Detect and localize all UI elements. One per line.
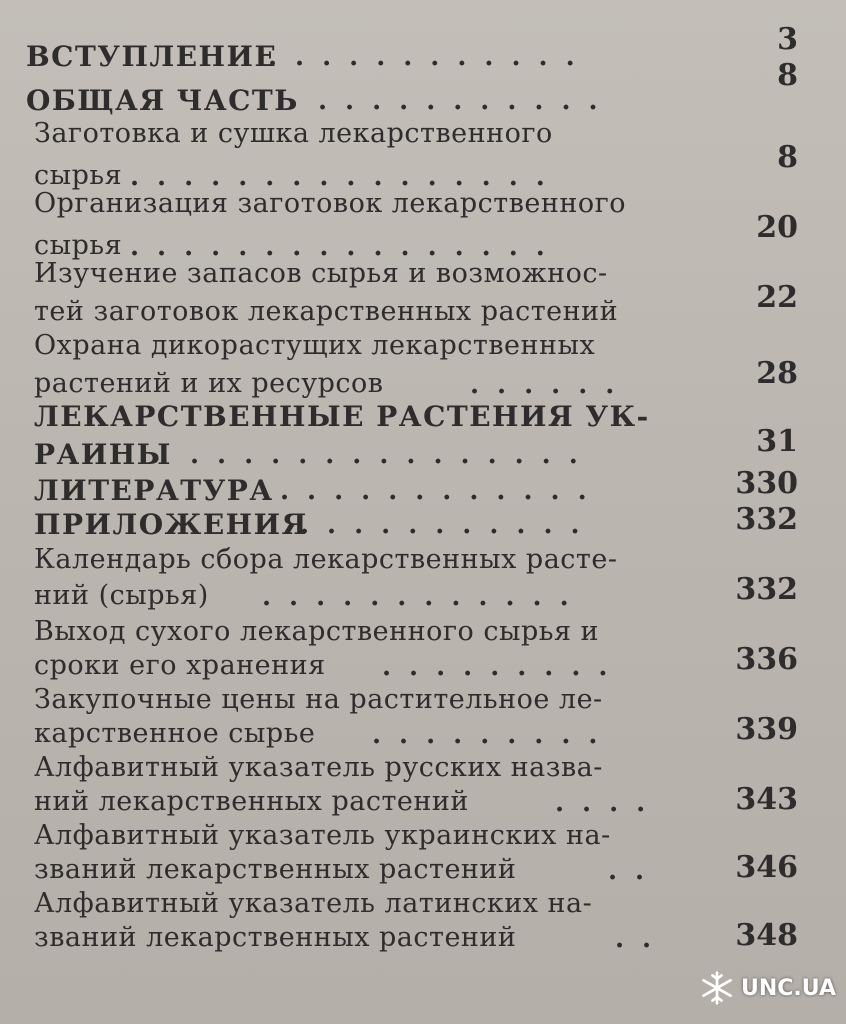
toc-page-number: 31 xyxy=(756,424,798,459)
snowflake-logo-icon xyxy=(699,970,735,1006)
dot-leader: .. xyxy=(608,856,663,886)
watermark-text: UNC.UA xyxy=(741,975,836,1001)
dot-leader: ............... xyxy=(190,440,596,470)
toc-entry-line: званий лекарственных растений xyxy=(34,922,517,953)
toc-entry-line: сырья xyxy=(34,160,123,191)
toc-page-number: 336 xyxy=(735,642,798,677)
toc-entry-line: Алфавитный указатель украинских на- xyxy=(34,820,611,851)
toc-entry-line: карственное сырье xyxy=(34,718,316,749)
toc-entry-line: ВСТУПЛЕНИЕ xyxy=(26,40,278,73)
toc-page-number: 332 xyxy=(735,572,798,607)
toc-page-number: 343 xyxy=(735,782,798,817)
toc-page-number: 330 xyxy=(735,466,798,501)
toc-entry-line: ЛИТЕРАТУРА xyxy=(34,474,274,507)
toc-entry-line: тей заготовок лекарственных растений xyxy=(34,296,619,327)
toc-page-number: 348 xyxy=(735,918,798,953)
dot-leader: ........... xyxy=(318,86,616,116)
toc-entry-line: сырья xyxy=(34,230,123,261)
toc-entry-line: ПРИЛОЖЕНИЯ xyxy=(34,508,308,541)
toc-entry-line: сроки его хранения xyxy=(34,650,326,681)
dot-leader: ........... xyxy=(300,510,598,540)
toc-entry-line: Организация заготовок лекарственного xyxy=(34,188,627,219)
toc-entry-line: ЛЕКАРСТВЕННЫЕ РАСТЕНИЯ УК- xyxy=(34,400,650,433)
watermark xyxy=(699,970,836,1006)
toc-page-number: 8 xyxy=(777,140,798,175)
toc-entry-line: Алфавитный указатель латинских на- xyxy=(34,888,593,919)
toc-entry-line: ОБЩАЯ ЧАСТЬ xyxy=(26,84,299,117)
dot-leader: ............ xyxy=(280,476,605,506)
toc-page-number: 332 xyxy=(735,502,798,537)
toc-page-number: 346 xyxy=(735,850,798,885)
toc-entry-line: Календарь сбора лекарственных расте- xyxy=(34,544,618,575)
dot-leader: ............ xyxy=(262,582,587,612)
toc-entry-line: Алфавитный указатель русских назва- xyxy=(34,752,603,783)
dot-leader: ......... xyxy=(382,652,626,682)
toc-page-number: 8 xyxy=(777,58,798,93)
dot-leader: .. xyxy=(615,924,670,954)
dot-leader: .... xyxy=(555,788,664,818)
toc-entry-line: РАИНЫ xyxy=(34,438,172,471)
toc-page-number: 3 xyxy=(777,22,798,57)
toc-entry-line: растений и их ресурсов xyxy=(34,368,384,399)
toc-entry-line: Заготовка и сушка лекарственного xyxy=(34,118,553,149)
dot-leader: ................ xyxy=(130,162,563,192)
dot-leader: ...... xyxy=(470,370,633,400)
toc-page-number: 22 xyxy=(756,280,798,315)
toc-entry-line: ний лекарственных растений xyxy=(34,786,469,817)
toc-entry-line: Выход сухого лекарственного сырья и xyxy=(34,616,600,647)
dot-leader: ......... xyxy=(372,720,616,750)
toc-page-number: 339 xyxy=(735,712,798,747)
toc-entry-line: ний (сырья) xyxy=(34,580,209,611)
toc-entry-line: Закупочные цены на растительное ле- xyxy=(34,684,603,715)
toc-page-number: 28 xyxy=(756,356,798,391)
toc-entry-line: званий лекарственных растений xyxy=(34,854,517,885)
toc-page-number: 20 xyxy=(756,210,798,245)
dot-leader: ............ xyxy=(268,42,593,72)
toc-entry-line: Изучение запасов сырья и возможнос- xyxy=(34,258,608,289)
dot-leader: ................ xyxy=(130,232,563,262)
toc-entry-line: Охрана дикорастущих лекарственных xyxy=(34,330,596,361)
